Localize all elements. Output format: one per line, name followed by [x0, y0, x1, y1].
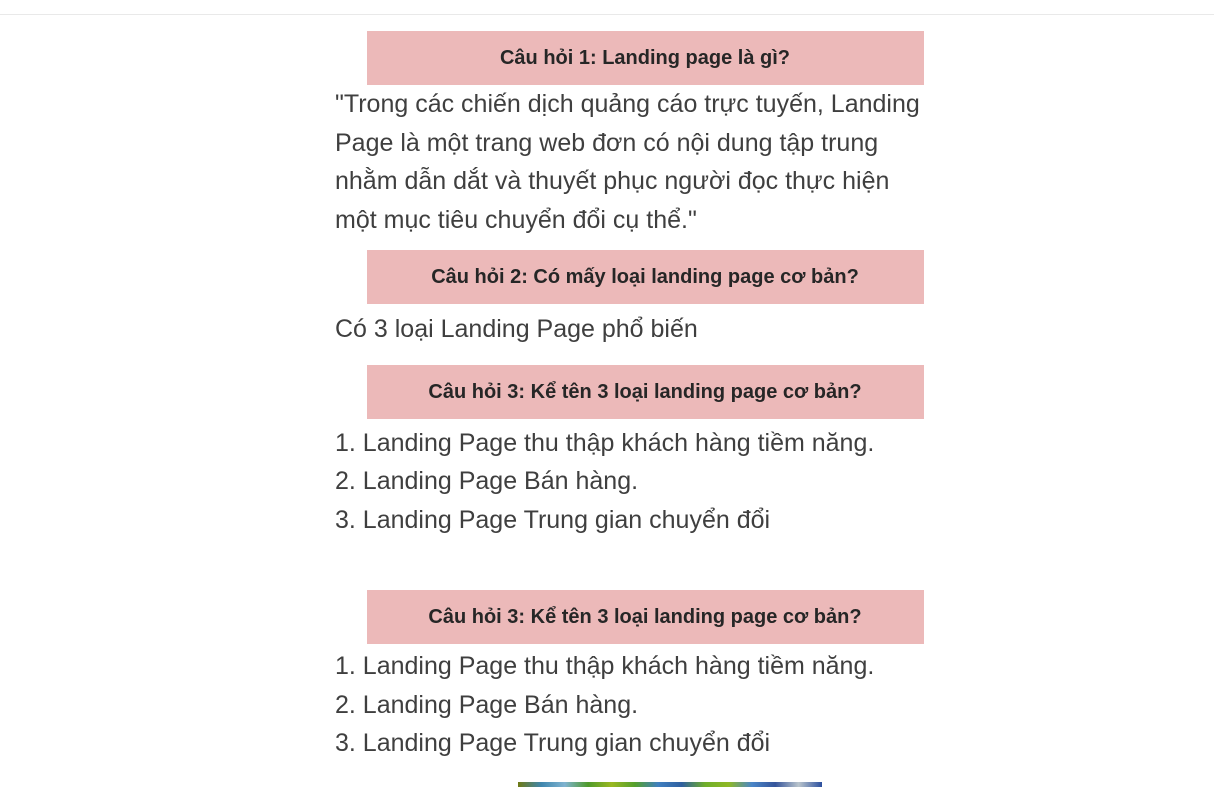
- question-3-answer-list: [335, 424, 955, 540]
- text-line: Có 3 loại Landing Page phổ biến: [335, 315, 698, 343]
- top-divider: [0, 0, 1214, 15]
- question-2-answer: [335, 310, 955, 349]
- question-3-heading-repeat: Câu hỏi 3: Kể tên 3 loại landing page cơ bản?: [367, 590, 924, 644]
- question-2-heading: Câu hỏi 2: Có mấy loại landing page cơ bản?: [367, 250, 924, 304]
- list-item: 1. Landing Page thu thập khách hàng tiềm năng.: [335, 428, 875, 457]
- list-item: 3. Landing Page Trung gian chuyển đổi: [335, 729, 771, 757]
- list-item: 2. Landing Page Bán hàng.: [335, 690, 639, 719]
- text-line: "Trong các chiến dịch quảng cáo trực tuyến, Landing: [335, 90, 920, 118]
- text-line: một mục tiêu chuyển đổi cụ thể.": [335, 205, 697, 234]
- article-content: [335, 31, 955, 787]
- list-item: 2. Landing Page Bán hàng.: [335, 467, 639, 495]
- list-item: 3. Landing Page Trung gian chuyển đổi: [335, 505, 771, 534]
- question-3-heading: Câu hỏi 3: Kể tên 3 loại landing page cơ bản?: [367, 365, 924, 419]
- question-3-answer-list-repeat: [335, 647, 955, 763]
- question-1-answer: [335, 85, 955, 239]
- content-image: [518, 782, 822, 787]
- question-1-heading: Câu hỏi 1: Landing page là gì?: [367, 31, 924, 85]
- text-line: Page là một trang web đơn có nội dung tập trung: [335, 128, 879, 157]
- list-item: 1. Landing Page thu thập khách hàng tiềm năng.: [335, 652, 875, 680]
- text-line: nhằm dẫn dắt và thuyết phục người đọc thực hiện: [335, 167, 890, 195]
